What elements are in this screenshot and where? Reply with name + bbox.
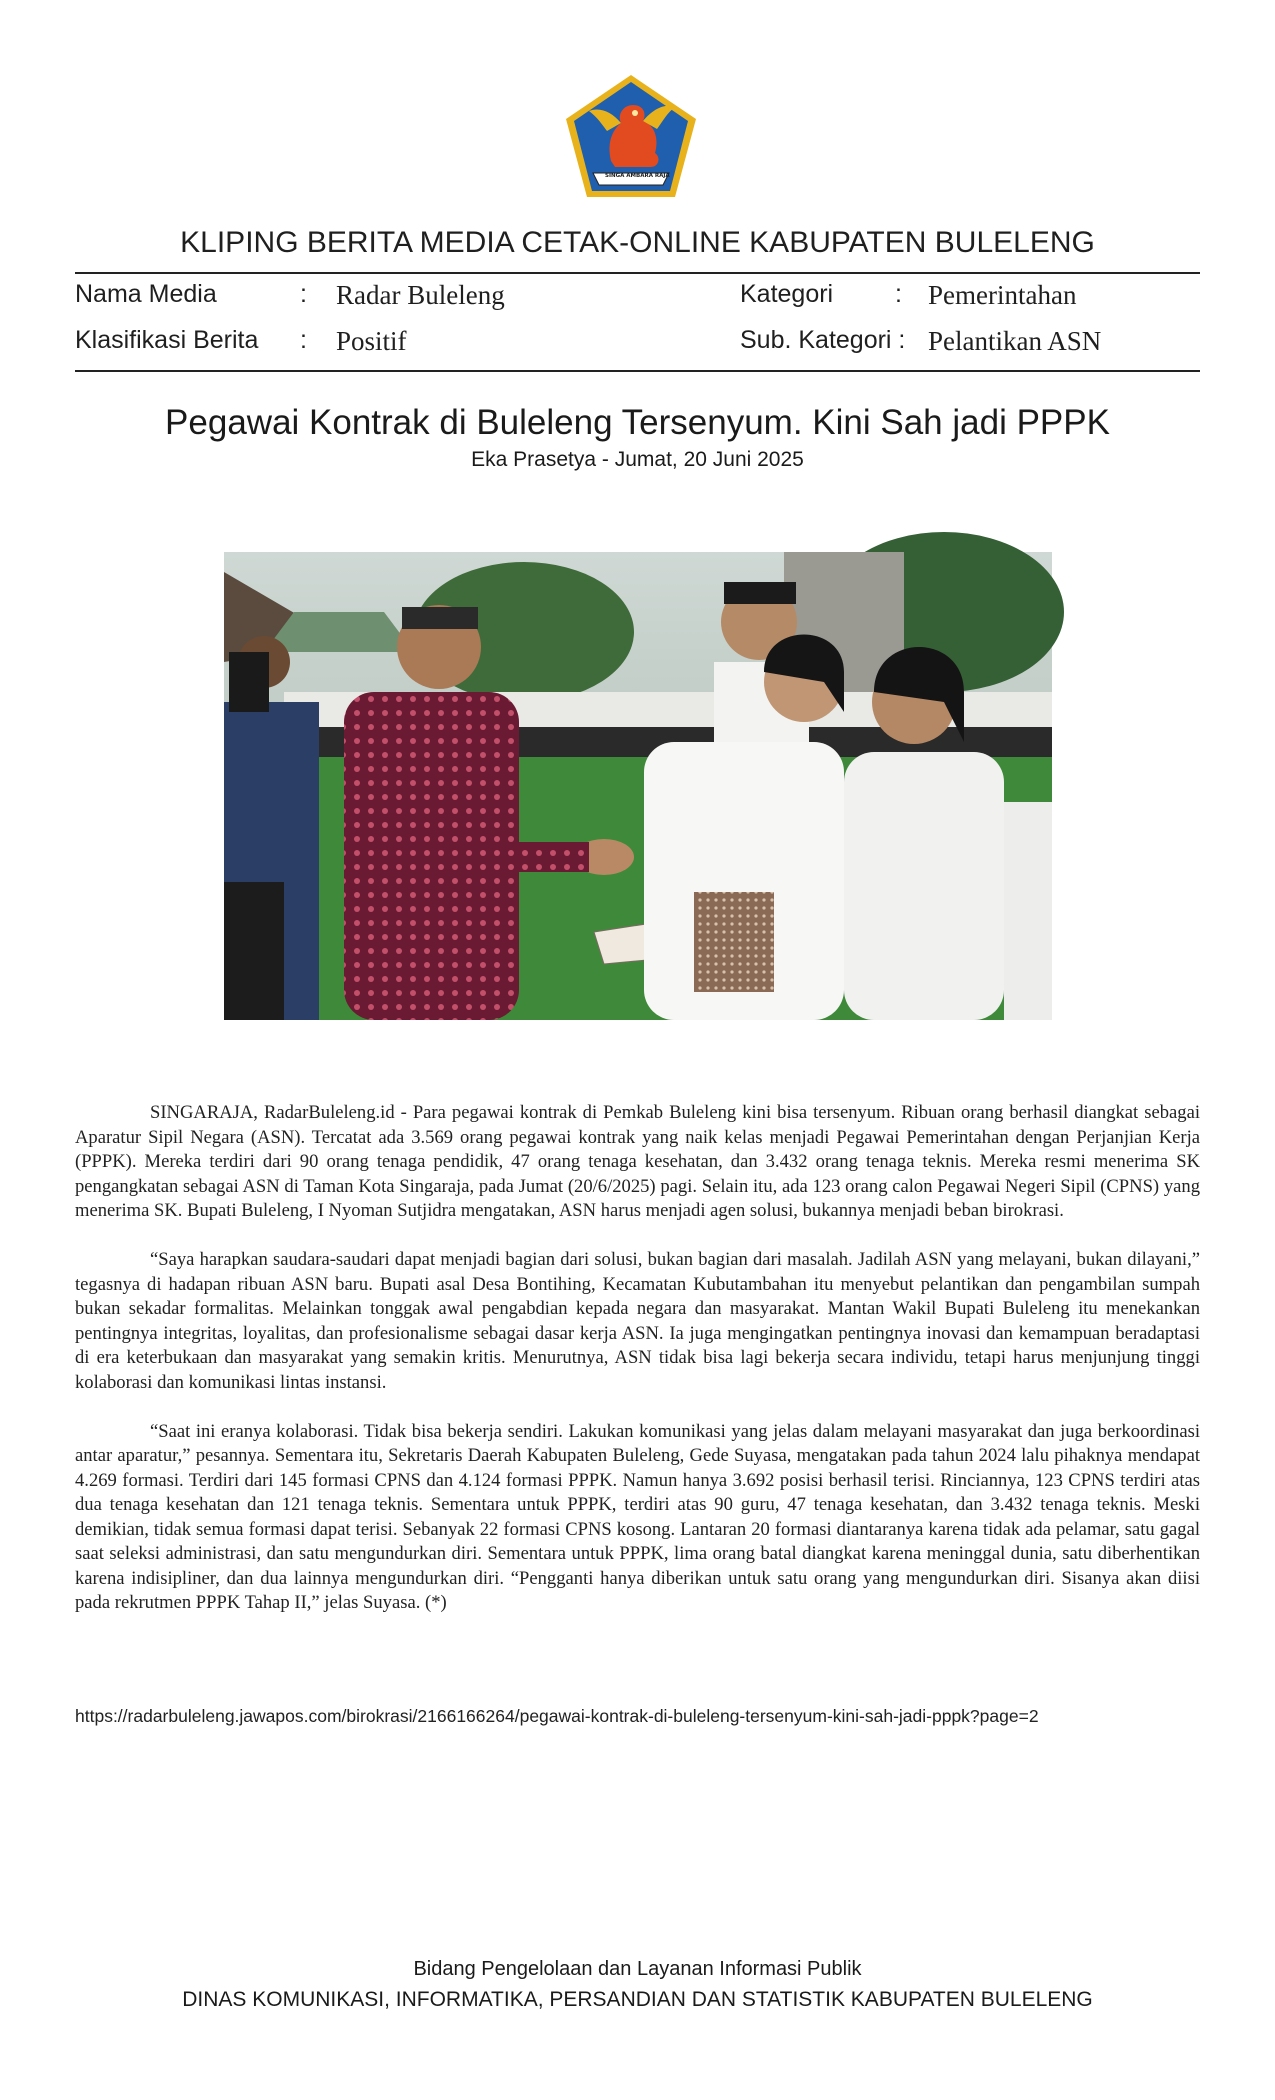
article-paragraph-2: “Saya harapkan saudara-saudari dapat menjadi bagian dari solusi, bukan bagian dari masalah. Jadilah ASN yang melayani, bukan dilayani,” tegasnya di hadapan ribuan ASN baru. Bupati asal Desa Bontihing, Kecamatan Kubutambahan itu menyebut pelantikan dan pengambilan sumpah bukan sekadar formalitas. Melainkan tonggak awal pengabdian kepada negara dan masyarakat. Mantan Wakil Bupati Buleleng itu menekankan pentingnya integritas, loyalitas, dan profesionalisme sebagai dasar kerja ASN. Ia juga mengingatkan pentingnya inovasi dan kemampuan beradaptasi di era keterbukaan dan masyarakat yang semakin kritis. Menurutnya, ASN tidak bisa lagi bekerja secara individu, tetapi harus menjunjung tinggi kolaborasi dan komunikasi lintas instansi. xyxy=(75,1249,1200,1393)
klasifikasi-label: Klasifikasi Berita xyxy=(75,326,259,354)
footer-agency: DINAS KOMUNIKASI, INFORMATIKA, PERSANDIAN DAN STATISTIK KABUPATEN BULELENG xyxy=(182,1988,1093,2011)
ceremony-photo-illustration xyxy=(224,552,1052,1020)
kliping-title: KLIPING BERITA MEDIA CETAK-ONLINE KABUPATEN BULELENG xyxy=(180,226,1095,259)
article-byline: Eka Prasetya - Jumat, 20 Juni 2025 xyxy=(471,448,804,471)
subkategori-label: Sub. Kategori : xyxy=(740,326,906,354)
article-paragraph-3: “Saat ini eranya kolaborasi. Tidak bisa bekerja sendiri. Lakukan komunikasi yang jelas dalam melayani masyarakat dan juga berkoordinasi antar aparatur,” pesannya. Sementara itu, Sekretaris Daerah Kabupaten Buleleng, Gede Suyasa, mengatakan pada tahun 2024 lalu pihaknya mendapat 4.269 formasi. Terdiri dari 145 formasi CPNS dan 4.124 formasi PPPK. Namun hanya 3.692 posisi berhasil terisi. Rinciannya, 123 CPNS terdiri atas dua tenaga kesehatan dan 121 tenaga teknis. Sementara untuk PPPK, terdiri atas 90 guru, 47 tenaga kesehatan, dan 3.432 tenaga teknis. Meski demikian, tidak semua formasi dapat terisi. Sebanyak 22 formasi CPNS kosong. Lantaran 20 formasi diantaranya karena tidak ada pelamar, satu gagal saat seleksi administrasi, dan satu mengundurkan diri. Sementara untuk PPPK, lima orang batal diangkat karena meninggal dunia, satu diberhentikan karena indisipliner, dan dua lainnya mengundurkan diri. “Pengganti hanya diberikan untuk satu orang yang mengundurkan diri. Sisanya akan diisi pada rekrutmen PPPK Tahap II,” jelas Suyasa. (*) xyxy=(75,1420,1200,1613)
media-value: Radar Buleleng xyxy=(336,280,505,310)
article-paragraph-1: SINGARAJA, RadarBuleleng.id - Para pegawai kontrak di Pemkab Buleleng kini bisa tersenyum. Ribuan orang berhasil diangkat sebagai Aparatur Sipil Negara (ASN). Tercatat ada 3.569 orang pegawai kontrak yang naik kelas menjadi Pegawai Pemerintahan dengan Perjanjian Kerja (PPPK). Mereka terdiri dari 90 orang tenaga pendidik, 47 orang tenaga kesehatan, dan 3.432 orang tenaga teknis. Mereka resmi menerima SK pengangkatan sebagai ASN di Taman Kota Singaraja, pada Jumat (20/6/2025) pagi. Selain itu, ada 123 orang calon Pegawai Negeri Sipil (CPNS) yang menerima SK. Bupati Buleleng, I Nyoman Sutjidra mengatakan, ASN harus menjadi agen solusi, bukannya menjadi beban birokrasi. xyxy=(75,1102,1200,1221)
kabupaten-buleleng-logo xyxy=(563,73,699,201)
klasifikasi-colon: : xyxy=(300,326,307,354)
singa-ambara-raja-emblem-icon xyxy=(563,73,699,201)
article-photo xyxy=(224,552,1052,1020)
kategori-colon: : xyxy=(895,280,902,308)
top-divider xyxy=(75,272,1200,274)
media-label: Nama Media xyxy=(75,280,217,308)
kategori-label: Kategori xyxy=(740,280,834,308)
kategori-value: Pemerintahan xyxy=(928,280,1077,310)
subkategori-value: Pelantikan ASN xyxy=(928,326,1102,356)
article-headline: Pegawai Kontrak di Buleleng Tersenyum. Kini Sah jadi PPPK xyxy=(165,403,1110,442)
klasifikasi-value: Positif xyxy=(336,326,407,356)
article-body xyxy=(75,1101,1200,1640)
emblem-motto: SINGA AMBARA RAJA xyxy=(605,173,670,179)
bottom-divider xyxy=(75,370,1200,372)
source-url-link[interactable]: https://radarbuleleng.jawapos.com/birokrasi/2166166264/pegawai-kontrak-di-buleleng-tersenyum-kini-sah-jadi-pppk?page=2 xyxy=(75,1706,1039,1726)
media-colon: : xyxy=(300,280,307,308)
footer-division: Bidang Pengelolaan dan Layanan Informasi Publik xyxy=(413,1958,862,1980)
